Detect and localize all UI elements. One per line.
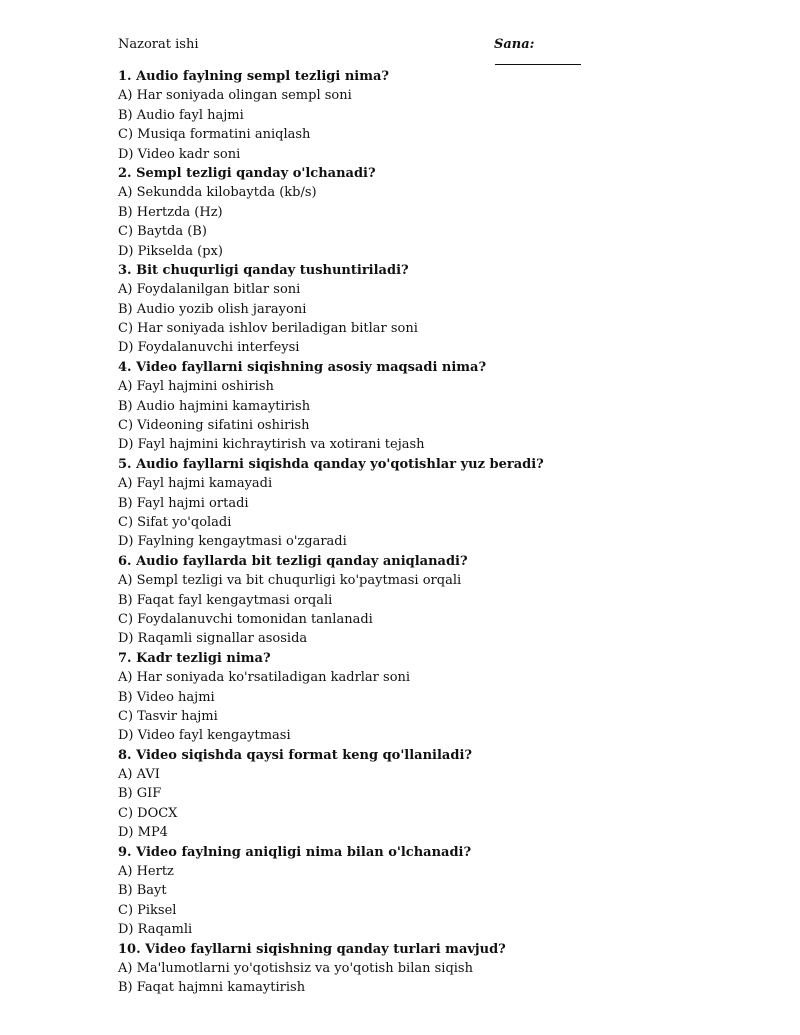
answer-option: D) Raqamli signallar asosida <box>118 631 308 647</box>
answer-option: C) Tasvir hajmi <box>118 708 218 724</box>
question-text: 5. Audio fayllarni siqishda qanday yo'qotishlar yuz beradi? <box>118 456 544 472</box>
question-text: 9. Video faylning aniqligi nima bilan o'lchanadi? <box>118 844 472 860</box>
answer-option: D) Faylning kengaytmasi o'zgaradi <box>118 534 347 550</box>
answer-option: B) Fayl hajmi ortadi <box>118 495 249 511</box>
page-header <box>118 37 618 57</box>
answer-option: C) DOCX <box>118 805 178 821</box>
answer-option: C) Videoning sifatini oshirish <box>118 418 310 434</box>
answer-option: C) Har soniyada ishlov beriladigan bitlar soni <box>118 321 418 337</box>
question-text: 4. Video fayllarni siqishning asosiy maqsadi nima? <box>118 359 487 375</box>
answer-option: B) Video hajmi <box>118 689 215 705</box>
answer-option: A) Har soniyada ko'rsatiladigan kadrlar soni <box>118 670 411 686</box>
date-field <box>494 37 618 69</box>
question-block <box>118 67 758 164</box>
answer-option: C) Sifat yo'qoladi <box>118 514 232 530</box>
answer-option: A) Foydalanilgan bitlar soni <box>118 282 301 298</box>
question-block <box>118 164 758 261</box>
answer-option: C) Piksel <box>118 902 177 918</box>
question-block <box>118 843 758 940</box>
answer-option: B) Faqat hajmni kamaytirish <box>118 980 306 996</box>
question-block <box>118 261 758 358</box>
question-text: 1. Audio faylning sempl tezligi nima? <box>118 69 390 84</box>
answer-option: B) Audio hajmini kamaytirish <box>118 398 311 414</box>
answer-option: B) Audio fayl hajmi <box>118 107 244 123</box>
answer-option: A) Ma'lumotlarni yo'qotishsiz va yo'qotish bilan siqish <box>118 960 473 976</box>
question-block <box>118 940 758 998</box>
answer-option: B) Faqat fayl kengaytmasi orqali <box>118 592 333 608</box>
question-list <box>118 67 758 998</box>
answer-option: D) Foydalanuvchi interfeysi <box>118 340 300 356</box>
question-text: 6. Audio fayllarda bit tezligi qanday aniqlanadi? <box>118 553 468 569</box>
question-block <box>118 358 758 455</box>
answer-option: D) Pikselda (px) <box>118 243 223 259</box>
answer-option: C) Musiqa formatini aniqlash <box>118 127 311 143</box>
answer-option: D) Raqamli <box>118 922 193 938</box>
date-label: Sana: <box>494 37 535 52</box>
answer-option: D) MP4 <box>118 825 168 841</box>
answer-option: A) Sekundda kilobaytda (kb/s) <box>118 185 317 201</box>
document-title: Nazorat ishi <box>118 37 199 52</box>
answer-option: D) Video kadr soni <box>118 146 241 162</box>
answer-option: A) Har soniyada olingan sempl soni <box>118 88 352 104</box>
question-block <box>118 649 758 746</box>
answer-option: C) Baytda (B) <box>118 224 207 240</box>
question-block <box>118 552 758 649</box>
question-text: 2. Sempl tezligi qanday o'lchanadi? <box>118 165 376 181</box>
date-blank-line <box>495 52 581 65</box>
answer-option: D) Video fayl kengaytmasi <box>118 728 291 744</box>
answer-option: A) AVI <box>118 767 160 783</box>
answer-option: B) GIF <box>118 786 162 802</box>
answer-option: A) Fayl hajmini oshirish <box>118 379 274 395</box>
answer-option: A) Fayl hajmi kamayadi <box>118 476 273 492</box>
answer-option: A) Hertz <box>118 864 174 880</box>
question-text: 3. Bit chuqurligi qanday tushuntiriladi? <box>118 262 409 278</box>
question-text: 10. Video fayllarni siqishning qanday turlari mavjud? <box>118 941 506 957</box>
answer-option: D) Fayl hajmini kichraytirish va xotirani tejash <box>118 437 425 453</box>
question-block <box>118 746 758 843</box>
answer-option: B) Hertzda (Hz) <box>118 204 223 220</box>
answer-option: B) Bayt <box>118 883 167 899</box>
answer-option: C) Foydalanuvchi tomonidan tanlanadi <box>118 611 373 627</box>
question-text: 8. Video siqishda qaysi format keng qo'llaniladi? <box>118 747 473 763</box>
question-text: 7. Kadr tezligi nima? <box>118 650 271 666</box>
question-block <box>118 455 758 552</box>
answer-option: A) Sempl tezligi va bit chuqurligi ko'paytmasi orqali <box>118 573 462 589</box>
answer-option: B) Audio yozib olish jarayoni <box>118 301 307 317</box>
